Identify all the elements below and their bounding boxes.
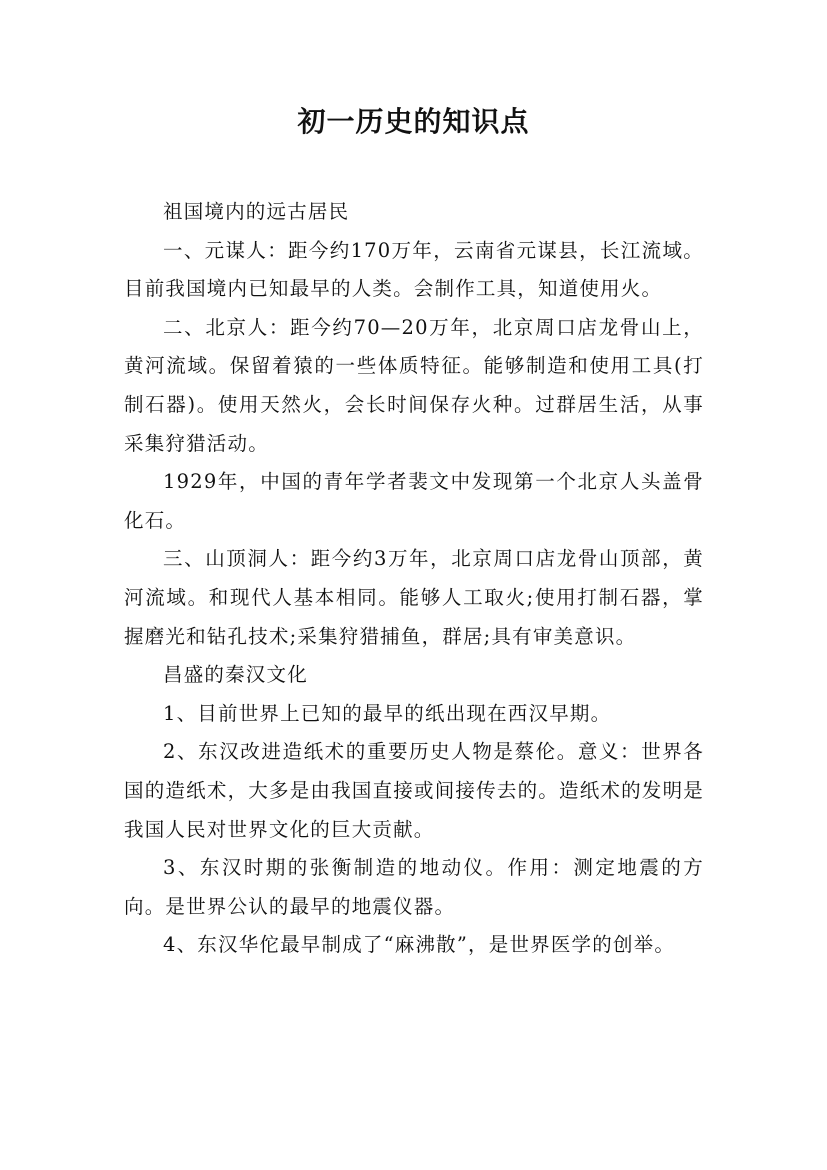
paragraph: 一、元谋人：距今约170万年，云南省元谋县，长江流域。目前我国境内已知最早的人类。会制作工具，知道使用火。 — [124, 238, 704, 301]
section-heading: 祖国境内的远古居民 — [163, 200, 350, 223]
paragraph: 4、东汉华佗最早制成了“麻沸散”，是世界医学的创举。 — [163, 933, 676, 957]
paragraph: 3、东汉时期的张衡制造的地动仪。作用：测定地震的方向。是世界公认的最早的地震仪器。 — [124, 856, 704, 918]
paragraph: 2、东汉改进造纸术的重要历史人物是蔡伦。意义：世界各国的造纸术，大多是由我国直接或间接传去的。造纸术的发明是我国人民对世界文化的巨大贡献。 — [124, 740, 704, 841]
paragraph: 三、山顶洞人：距今约3万年，北京周口店龙骨山顶部，黄河流域。和现代人基本相同。能够人工取火;使用打制石器，掌握磨光和钻孔技术;采集狩猎捕鱼，群居;具有审美意识。 — [124, 547, 704, 648]
paragraph: 1929年，中国的青年学者裴文中发现第一个北京人头盖骨化石。 — [124, 470, 704, 532]
document-body — [124, 193, 704, 965]
document-title: 初一历史的知识点 — [297, 105, 530, 138]
section-heading: 昌盛的秦汉文化 — [163, 663, 308, 687]
paragraph: 1、目前世界上已知的最早的纸出现在西汉早期。 — [163, 701, 612, 725]
paragraph: 二、北京人：距今约70—20万年，北京周口店龙骨山上，黄河流域。保留着猿的一些体质特征。能够制造和使用工具(打制石器)。使用天然火，会长时间保存火种。过群居生活，从事采集狩猎活动。 — [124, 315, 704, 455]
